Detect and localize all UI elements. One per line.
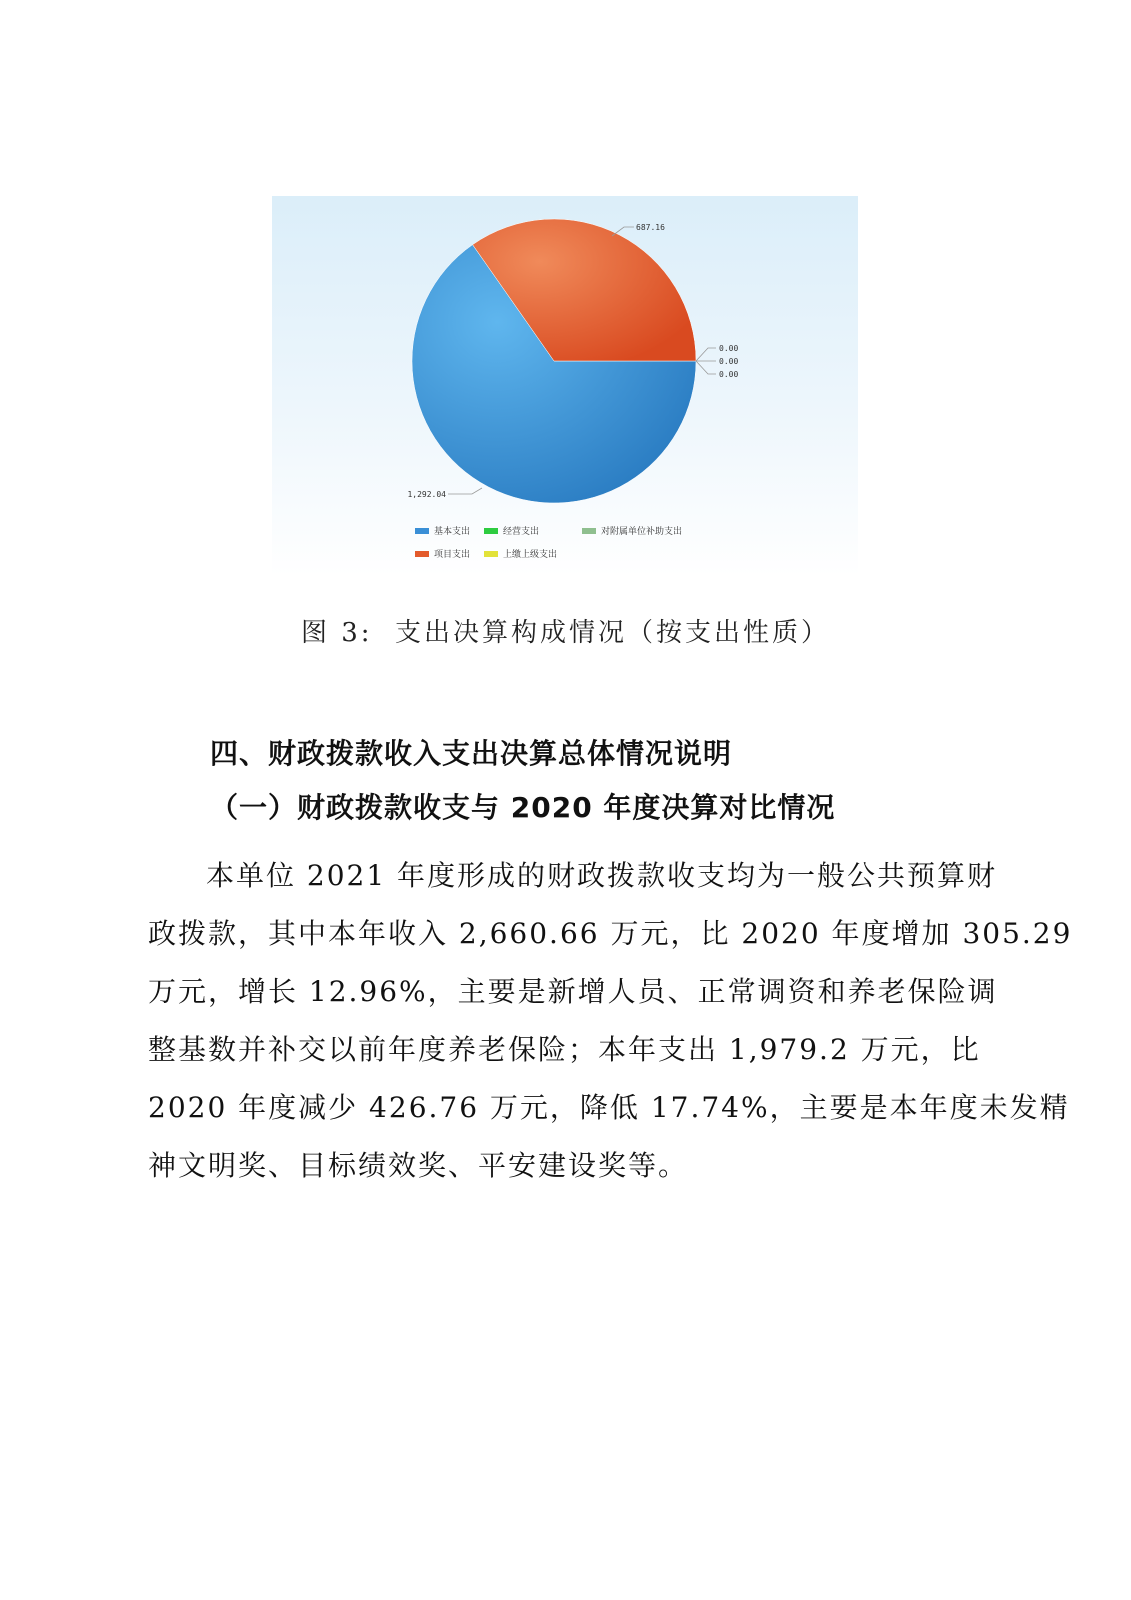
legend-swatch (415, 551, 429, 557)
leader-line (448, 488, 482, 494)
legend-label: 对附属单位补助支出 (601, 527, 683, 537)
paragraph-line: 本单位 2021 年度形成的财政拨款收支均为一般公共预算财 (206, 859, 998, 892)
slice-value-label: 1,292.04 (407, 490, 446, 499)
leader-line (696, 348, 716, 361)
caption-text: 支出决算构成情况（按支出性质） (395, 618, 831, 648)
caption-prefix: 图 3: (300, 618, 373, 648)
legend-swatch (484, 528, 498, 534)
figure-caption (0, 612, 1131, 649)
pie-chart (272, 196, 858, 576)
section-heading: 四、财政拨款收入支出决算总体情况说明 (210, 737, 733, 770)
pie-chart-svg (272, 196, 858, 576)
paragraph-line: 万元，增长 12.96%，主要是新增人员、正常调资和养老保险调 (148, 975, 998, 1008)
leader-line (696, 361, 716, 374)
slice-value-label: 0.00 (719, 357, 739, 366)
slice-value-label: 0.00 (719, 344, 739, 353)
legend-label: 上缴上级支出 (503, 550, 558, 560)
legend-label: 基本支出 (434, 527, 471, 537)
subsection-heading: （一）财政拨款收支与 2020 年度决算对比情况 (210, 791, 836, 824)
legend-swatch (582, 528, 596, 534)
legend-swatch (415, 528, 429, 534)
paragraph-line: 神文明奖、目标绩效奖、平安建设奖等。 (148, 1149, 689, 1182)
legend-label: 经营支出 (503, 527, 540, 537)
paragraph-line: 整基数并补交以前年度养老保险；本年支出 1,979.2 万元，比 (148, 1033, 981, 1066)
legend-label: 项目支出 (434, 550, 471, 560)
slice-value-label: 0.00 (719, 370, 739, 379)
paragraph-line: 政拨款，其中本年收入 2,660.66 万元，比 2020 年度增加 305.29 (148, 917, 1073, 950)
legend-swatch (484, 551, 498, 557)
paragraph-line: 2020 年度减少 426.76 万元，降低 17.74%，主要是本年度未发精 (148, 1091, 1070, 1124)
slice-value-label: 687.16 (636, 223, 665, 232)
